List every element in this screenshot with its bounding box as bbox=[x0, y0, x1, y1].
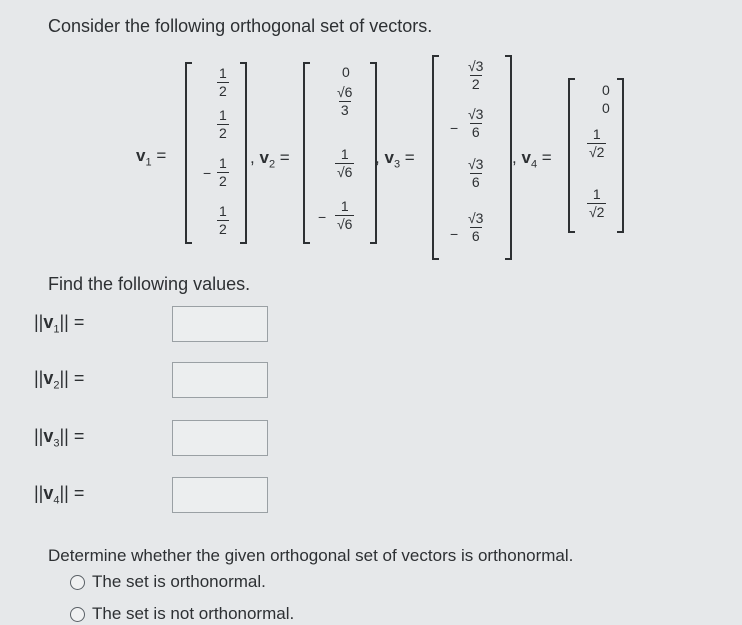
option-orthonormal-label: The set is orthonormal. bbox=[92, 572, 266, 591]
v2-entry-1: 0 bbox=[342, 64, 350, 80]
norm-v4-row bbox=[34, 475, 268, 515]
determine-question: Determine whether the given orthogonal set of vectors is orthonormal. bbox=[48, 546, 574, 565]
norm-v4-label: $||v_4||$ = bbox=[34, 483, 85, 507]
v4-entry-3: $\frac{1}{√2}$ bbox=[589, 126, 605, 160]
v1-entry-4: $\frac{1}{2}$ bbox=[219, 203, 227, 237]
norm-v2-label: $||v_2||$ = bbox=[34, 368, 85, 392]
radio-circle-icon[interactable] bbox=[70, 607, 85, 622]
v3-entry-1: $\frac{√3}{2}$ bbox=[468, 58, 484, 92]
norm-v3-row bbox=[34, 418, 268, 458]
v2-entry-4-sign: − bbox=[318, 209, 327, 225]
norm-v1-label: $||v_1||$ = bbox=[34, 312, 85, 336]
norm-v2-input[interactable] bbox=[172, 362, 268, 398]
norm-v4-input[interactable] bbox=[172, 477, 268, 513]
v3-entry-3: $\frac{√3}{6}$ bbox=[468, 156, 484, 190]
v4-label: , $v_4$ = bbox=[512, 148, 552, 171]
option-not-orthonormal[interactable] bbox=[70, 604, 294, 624]
option-orthonormal[interactable] bbox=[70, 572, 266, 592]
v3-entry-2: $\frac{√3}{6}$ bbox=[468, 106, 484, 140]
norm-v3-input[interactable] bbox=[172, 420, 268, 456]
v1-entry-2: $\frac{1}{2}$ bbox=[219, 107, 227, 141]
prompt-text: Consider the following orthogonal set of vectors. bbox=[48, 16, 433, 36]
v2-entry-3: $\frac{1}{√6}$ bbox=[337, 146, 353, 180]
v4-entry-1: 0 bbox=[602, 82, 610, 98]
v1-entry-3-sign: − bbox=[203, 165, 212, 181]
norm-v2-row bbox=[34, 360, 268, 400]
v2-entry-2: $\frac{√6}{3}$ bbox=[337, 84, 353, 118]
v3-entry-4-sign: − bbox=[450, 226, 459, 242]
v1-entry-3: $\frac{1}{2}$ bbox=[219, 155, 227, 189]
v1-label: $v_1$ = bbox=[136, 146, 167, 169]
option-not-orthonormal-label: The set is not orthonormal. bbox=[92, 604, 295, 623]
v1-entry-1: $\frac{1}{2}$ bbox=[219, 65, 227, 99]
v2-label: , $v_2$ = bbox=[250, 148, 290, 171]
v4-entry-4: $\frac{1}{√2}$ bbox=[589, 186, 605, 220]
norm-v1-input[interactable] bbox=[172, 306, 268, 342]
v4-entry-2: 0 bbox=[602, 100, 610, 116]
v3-entry-4: $\frac{√3}{6}$ bbox=[468, 210, 484, 244]
norm-v1-row bbox=[34, 304, 268, 344]
find-values-heading: Find the following values. bbox=[48, 274, 251, 294]
radio-circle-icon[interactable] bbox=[70, 575, 85, 590]
norm-v3-label: $||v_3||$ = bbox=[34, 426, 85, 450]
v3-entry-1-sign: − bbox=[450, 120, 459, 136]
v3-label: , $v_3$ = bbox=[375, 148, 415, 171]
v1-matrix bbox=[185, 62, 247, 244]
v2-entry-4: $\frac{1}{√6}$ bbox=[337, 198, 353, 232]
